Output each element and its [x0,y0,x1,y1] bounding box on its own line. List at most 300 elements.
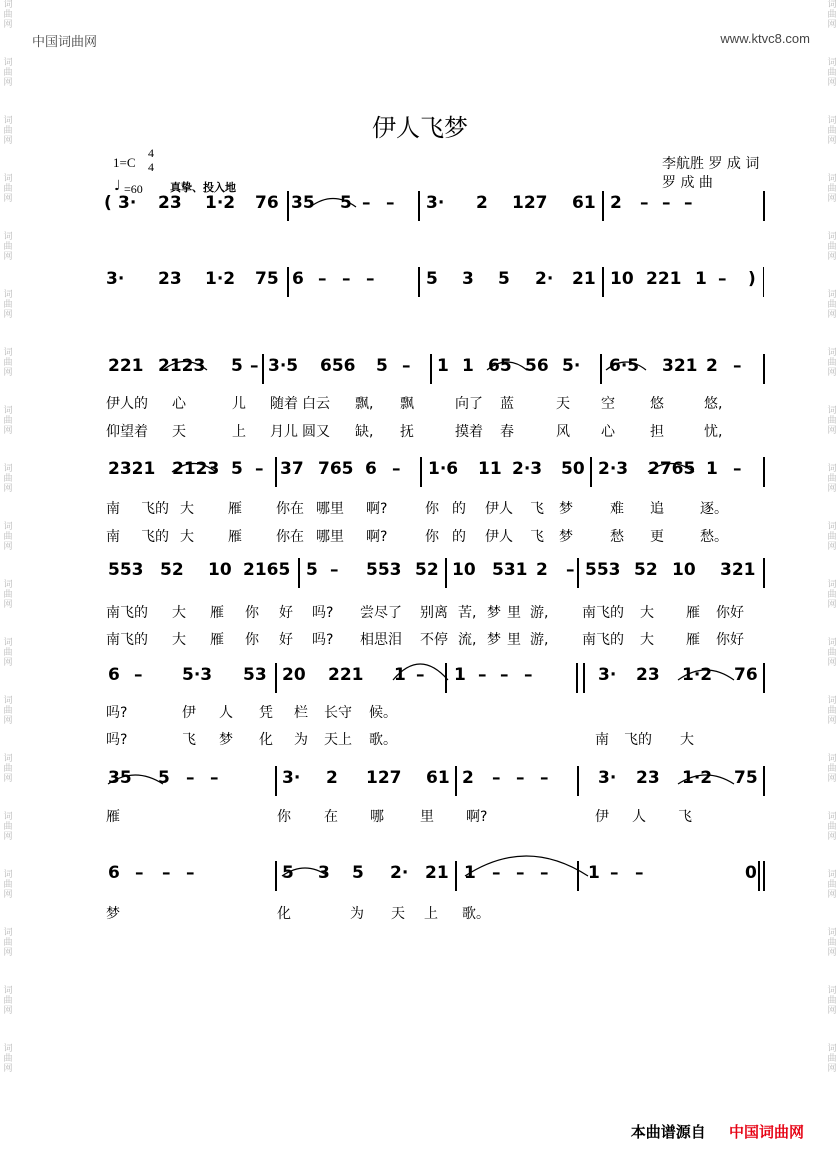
watermark-char: 曲 [827,10,837,20]
jianpu-note: 6 [292,269,304,289]
lyric-syllable: 好 [279,632,293,648]
jianpu-note: 3· [118,193,137,213]
watermark-char: 词 [3,986,13,996]
jianpu-note: 37 [280,459,304,479]
quarter-note-icon: ♩ [114,178,121,194]
dash-extender: – [492,768,501,788]
lyric-syllable: 大 [180,529,194,545]
dash-extender: – [610,863,619,883]
bar-line [763,191,765,221]
watermark-char: 词 [3,116,13,126]
lyric-syllable: 伊人 [485,529,513,545]
watermark-char: 曲 [827,822,837,832]
lyric-syllable: 雁 [686,632,700,648]
watermark-char: 网 [3,194,13,204]
watermark-gap [824,668,840,696]
jianpu-note: 221 [108,356,144,376]
lyric-syllable: 哪 [370,809,384,825]
jianpu-note: 65 [488,356,512,376]
jianpu-note: 2321 [108,459,156,479]
lyric-syllable: 啊? [466,809,488,825]
bar-line [298,558,300,588]
jianpu-note: 2·3 [598,459,629,479]
jianpu-note: 127 [366,768,402,788]
jianpu-note: 1 [454,665,466,685]
lyric-syllable: 圆又 [302,424,330,440]
bar-line [455,766,457,796]
jianpu-note: 1 [437,356,449,376]
jianpu-note: 2123 [158,356,206,376]
jianpu-note: 221 [646,269,682,289]
jianpu-note: 76 [734,665,758,685]
watermark-char: 词 [3,174,13,184]
lyric-syllable: 白云 [302,396,330,412]
dash-extender: – [255,459,264,479]
bar-line [763,663,765,693]
watermark-char: 曲 [3,648,13,658]
jianpu-note: 75 [734,768,758,788]
watermark-char: 网 [827,136,837,146]
lyric-syllable: 上 [424,906,438,922]
watermark-char: 曲 [3,416,13,426]
jianpu-note: 1·2 [682,665,713,685]
watermark-char: 词 [3,464,13,474]
watermark-char: 曲 [827,590,837,600]
lyric-syllable: 大 [640,632,654,648]
dash-extender: – [362,193,371,213]
jianpu-note: 2 [326,768,338,788]
jianpu-note: 23 [636,665,660,685]
watermark-gap [0,204,16,232]
dash-extender: – [135,863,144,883]
jianpu-note: 1 [706,459,718,479]
key-signature: 1=C [113,155,136,170]
dash-extender: – [386,193,395,213]
watermark-char: 网 [3,310,13,320]
lyric-syllable: 哪里 [316,501,344,517]
lyric-syllable: 吗? [106,732,128,748]
jianpu-note: 5 [306,560,318,580]
side-watermark-left [0,0,16,1169]
jianpu-note: 21 [572,269,596,289]
lyric-syllable: 飞 [530,529,544,545]
watermark-char: 曲 [827,880,837,890]
watermark-char: 曲 [3,358,13,368]
lyric-syllable: 化 [277,906,291,922]
lyric-syllable: 心 [172,396,186,412]
lyric-syllable: 南飞的 [582,605,624,621]
dash-extender: – [134,665,143,685]
jianpu-note: 3· [598,768,617,788]
jianpu-note: 1 [695,269,707,289]
jianpu-note: 3· [282,768,301,788]
jianpu-note: 75 [255,269,279,289]
lyric-syllable: 飞的 [141,501,169,517]
jianpu-note: 553 [108,560,144,580]
jianpu-note: 10 [672,560,696,580]
watermark-char: 网 [827,542,837,552]
lyric-syllable: 南 [595,732,609,748]
lyric-syllable: 里 [507,605,521,621]
lyric-syllable: 梦 [487,605,501,621]
dash-extender: – [540,863,549,883]
bar-line [445,663,447,693]
lyric-syllable: 你好 [716,632,744,648]
watermark-char: 网 [3,426,13,436]
watermark-char: 曲 [827,300,837,310]
bar-line [758,861,760,891]
watermark-char: 曲 [3,68,13,78]
lyric-syllable: 你好 [716,605,744,621]
jianpu-note: 321 [662,356,698,376]
lyric-syllable: 飞的 [624,732,652,748]
lyric-syllable: 忧, [704,424,723,440]
lyric-syllable: 尝尽了 [360,605,402,621]
jianpu-note: 23 [158,193,182,213]
lyric-syllable: 栏 [294,705,308,721]
watermark-char: 曲 [827,242,837,252]
watermark-gap [0,378,16,406]
watermark-gap [0,610,16,638]
lyric-syllable: 梦 [219,732,233,748]
dash-extender: – [733,459,742,479]
bar-line [590,457,592,487]
jianpu-note: 2 [462,768,474,788]
watermark-char: 曲 [3,938,13,948]
watermark-char: 网 [3,774,13,784]
watermark-char: 曲 [827,416,837,426]
dash-extender: – [516,768,525,788]
lyric-syllable: 雁 [210,632,224,648]
watermark-char: 词 [827,638,837,648]
lyric-syllable: 歌。 [462,906,490,922]
bar-line [763,766,765,796]
watermark-char: 词 [3,754,13,764]
watermark-gap [824,378,840,406]
watermark-char: 曲 [3,184,13,194]
watermark-char: 曲 [827,648,837,658]
jianpu-note: 553 [366,560,402,580]
watermark-char: 曲 [827,532,837,542]
lyric-syllable: 游, [530,632,549,648]
lyric-syllable: 你 [245,632,259,648]
jianpu-note: 11 [478,459,502,479]
watermark-char: 词 [827,696,837,706]
bar-line [418,191,420,221]
lyric-syllable: 大 [680,732,694,748]
watermark-char: 词 [3,812,13,822]
jianpu-note: 10 [610,269,634,289]
watermark-char: 曲 [827,68,837,78]
watermark-char: 词 [827,348,837,358]
jianpu-note: 53 [243,665,267,685]
lyric-syllable: 化 [259,732,273,748]
footer-site-link[interactable]: 中国词曲网 [728,1123,804,1141]
jianpu-note: 52 [160,560,184,580]
jianpu-note: 61 [426,768,450,788]
watermark-char: 网 [827,600,837,610]
jianpu-note: 5 [231,459,243,479]
watermark-char: 网 [3,832,13,842]
lyric-syllable: 南 [106,529,120,545]
dash-extender: – [540,768,549,788]
jianpu-note: 2123 [172,459,220,479]
lyric-syllable: 雁 [228,501,242,517]
dash-extender: – [662,193,671,213]
dash-extender: – [492,863,501,883]
bar-line [577,558,579,588]
watermark-gap [0,1074,16,1102]
watermark-gap [0,958,16,986]
dash-extender: – [718,269,727,289]
jianpu-note: 56 [525,356,549,376]
lyric-syllable: 流, [458,632,477,648]
bar-line [420,457,422,487]
lyric-syllable: 大 [180,501,194,517]
jianpu-note: 5 [352,863,364,883]
watermark-char: 曲 [827,764,837,774]
lyric-syllable: 大 [172,632,186,648]
watermark-char: 词 [827,58,837,68]
jianpu-note: 5 [426,269,438,289]
jianpu-note: 61 [572,193,596,213]
lyric-syllable: 向了 [455,396,483,412]
watermark-char: 词 [827,290,837,300]
watermark-char: 词 [827,580,837,590]
lyric-syllable: 伊人的 [106,396,148,412]
lyric-syllable: 你 [425,529,439,545]
jianpu-note: 0 [745,863,757,883]
watermark-gap [824,610,840,638]
lyric-syllable: 在 [324,809,338,825]
jianpu-note: 20 [282,665,306,685]
lyric-syllable: 雁 [228,529,242,545]
watermark-char: 词 [3,0,13,10]
composer-credit: 罗 成 曲 [662,175,713,191]
bar-line [275,766,277,796]
dash-extender: – [250,356,259,376]
watermark-gap [824,842,840,870]
dash-extender: – [330,560,339,580]
lyric-syllable: 你在 [276,529,304,545]
lyric-syllable: 吗? [312,605,334,621]
watermark-char: 曲 [827,126,837,136]
lyric-syllable: 啊? [366,529,388,545]
watermark-char: 网 [827,948,837,958]
watermark-gap [0,842,16,870]
lyric-syllable: 天 [172,424,186,440]
dash-extender: – [635,863,644,883]
bar-line [600,354,602,384]
lyric-syllable: 飞 [530,501,544,517]
lyric-syllable: 逐。 [700,501,728,517]
watermark-char: 曲 [827,358,837,368]
bar-line [577,861,579,891]
watermark-char: 曲 [827,474,837,484]
watermark-gap [824,900,840,928]
jianpu-note: 3 [462,269,474,289]
lyric-syllable: 里 [420,809,434,825]
bar-line [287,267,289,297]
jianpu-note: 3· [106,269,125,289]
watermark-char: 网 [3,716,13,726]
lyric-syllable: 歌。 [369,732,397,748]
bar-line [577,766,579,796]
watermark-char: 网 [3,890,13,900]
watermark-char: 曲 [827,1054,837,1064]
watermark-char: 词 [3,696,13,706]
watermark-gap [0,146,16,174]
watermark-char: 网 [3,20,13,30]
bar-line [275,861,277,891]
lyric-syllable: 相思泪 [360,632,402,648]
watermark-char: 曲 [3,126,13,136]
watermark-char: 网 [3,1006,13,1016]
bar-line [763,457,765,487]
jianpu-note: 6·5 [609,356,640,376]
watermark-char: 网 [827,252,837,262]
watermark-char: 曲 [3,1054,13,1064]
dash-extender: – [186,863,195,883]
lyric-syllable: 追 [650,501,664,517]
dash-extender: – [566,560,575,580]
lyric-syllable: 为 [350,906,364,922]
watermark-char: 词 [3,406,13,416]
lyric-syllable: 飘, [355,396,374,412]
lyric-syllable: 南飞的 [106,605,148,621]
lyric-syllable: 蓝 [500,396,514,412]
watermark-char: 网 [827,484,837,494]
watermark-gap [824,552,840,580]
watermark-char: 曲 [3,880,13,890]
watermark-char: 网 [827,1006,837,1016]
watermark-char: 曲 [3,242,13,252]
dash-extender: – [186,768,195,788]
watermark-char: 曲 [3,590,13,600]
lyric-syllable: 候。 [369,705,397,721]
dash-extender: – [516,863,525,883]
watermark-char: 网 [3,368,13,378]
lyric-syllable: 梦 [559,501,573,517]
lyric-syllable: 苦, [458,605,477,621]
bar-line [287,191,289,221]
lyric-syllable: 人 [632,809,646,825]
jianpu-note: 321 [720,560,756,580]
jianpu-note: 553 [585,560,621,580]
jianpu-note: 2 [536,560,548,580]
jianpu-note: 1·2 [682,768,713,788]
jianpu-note: 52 [415,560,439,580]
watermark-char: 曲 [827,938,837,948]
watermark-gap [824,494,840,522]
watermark-char: 词 [3,290,13,300]
lyric-syllable: 里 [507,632,521,648]
bar-line [763,861,765,891]
lyricist-credit: 李航胜 罗 成 词 [662,156,760,172]
tempo-marking: =60 [124,182,143,196]
watermark-gap [0,900,16,928]
watermark-char: 网 [827,890,837,900]
bar-line [262,354,264,384]
expression-marking: 真挚、投入地 [170,181,236,194]
lyric-syllable: 春 [500,424,514,440]
slur-arc [465,856,588,876]
watermark-gap [824,958,840,986]
jianpu-note: 76 [255,193,279,213]
watermark-char: 曲 [3,300,13,310]
watermark-char: 网 [3,78,13,88]
jianpu-note: 2165 [243,560,291,580]
lyric-syllable: 月儿 [270,424,298,440]
watermark-char: 词 [827,116,837,126]
watermark-char: 网 [827,310,837,320]
dash-extender: – [366,269,375,289]
watermark-char: 网 [3,1064,13,1074]
jianpu-note: ) [748,269,756,289]
watermark-char: 词 [827,0,837,10]
bar-line [583,663,585,693]
watermark-char: 词 [3,58,13,68]
jianpu-note: 1·6 [428,459,459,479]
jianpu-note: 765 [318,459,354,479]
watermark-char: 词 [827,174,837,184]
watermark-char: 曲 [3,822,13,832]
watermark-gap [0,494,16,522]
lyric-syllable: 凭 [259,705,273,721]
watermark-char: 网 [827,832,837,842]
watermark-char: 网 [3,252,13,262]
watermark-gap [0,1016,16,1044]
bar-line [602,191,604,221]
lyric-syllable: 雁 [106,809,120,825]
watermark-gap [0,436,16,464]
watermark-char: 词 [3,638,13,648]
watermark-char: 曲 [3,996,13,1006]
jianpu-note: 2765 [648,459,696,479]
lyric-syllable: 仰望着 [106,424,148,440]
lyric-syllable: 不停 [420,632,448,648]
dash-extender: – [500,665,509,685]
jianpu-note: 35 [108,768,132,788]
watermark-char: 网 [827,1064,837,1074]
jianpu-note: 23 [158,269,182,289]
watermark-char: 曲 [3,764,13,774]
jianpu-note: 5 [231,356,243,376]
jianpu-note: 21 [425,863,449,883]
watermark-char: 词 [827,870,837,880]
jianpu-note: 5 [498,269,510,289]
jianpu-note: 1 [588,863,600,883]
watermark-char: 网 [827,658,837,668]
lyric-syllable: 愁 [610,529,624,545]
jianpu-note: 10 [208,560,232,580]
meter-bottom: 4 [148,160,154,174]
watermark-char: 词 [827,986,837,996]
jianpu-note: 1·2 [205,193,236,213]
watermark-char: 词 [3,870,13,880]
watermark-char: 曲 [3,474,13,484]
lyric-syllable: 天上 [324,732,352,748]
watermark-gap [824,784,840,812]
watermark-gap [0,30,16,58]
song-title: 伊人飞梦 [372,114,468,142]
lyric-syllable: 天 [556,396,570,412]
lyric-syllable: 悠 [650,396,664,412]
watermark-char: 网 [827,716,837,726]
watermark-char: 网 [3,658,13,668]
header-site-url[interactable]: www.ktvc8.com [720,31,810,46]
watermark-char: 词 [827,522,837,532]
